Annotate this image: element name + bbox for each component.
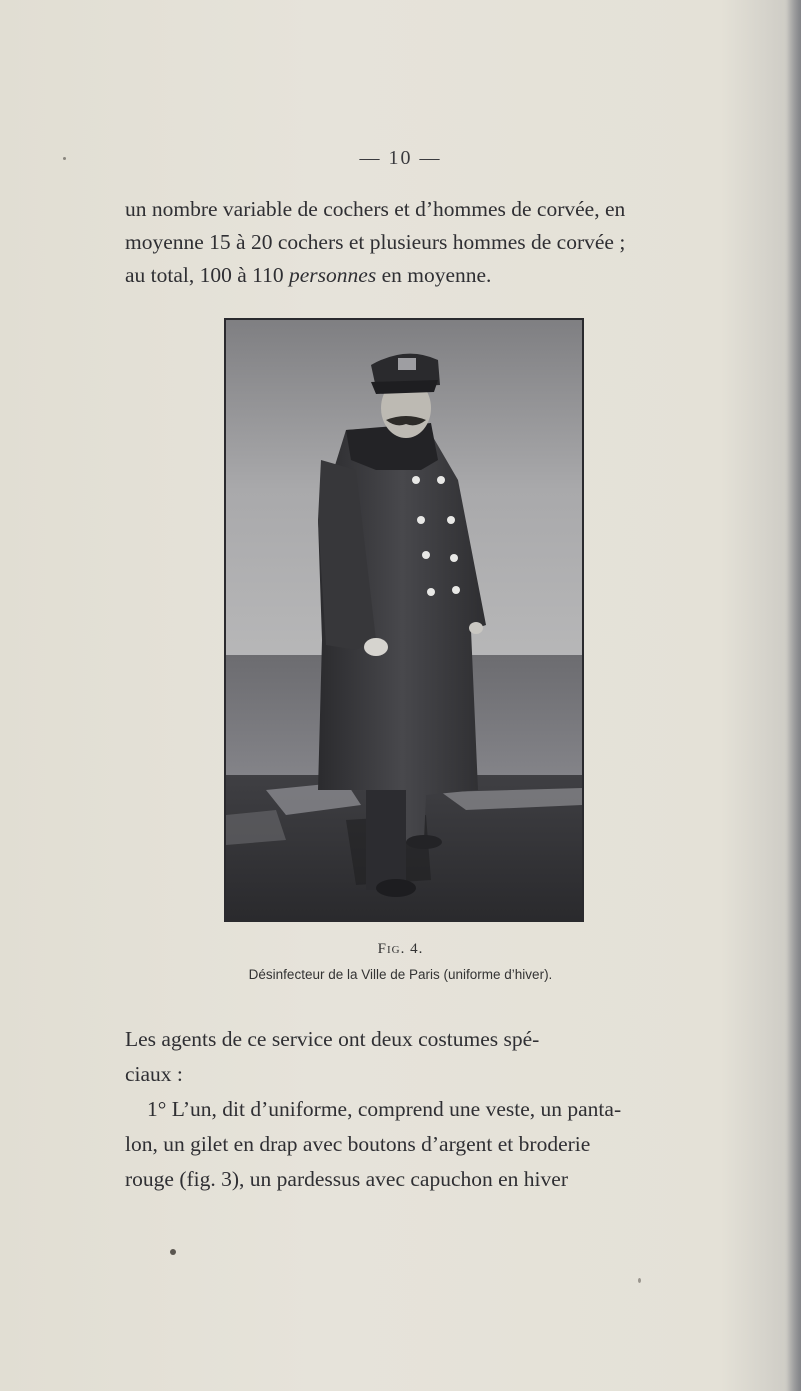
page-number: — 10 — [359,147,442,169]
figure-label: Fig. 4. [377,941,424,957]
text-line: 1° L’un, dit d’uniforme, comprend une veste, un panta- [147,1097,622,1121]
ink-spot [638,1278,641,1283]
italic-word: personnes [289,263,377,287]
paragraph-bottom [125,1022,710,1197]
text-line: ciaux : [125,1062,183,1086]
ink-spot [170,1249,176,1255]
uniformed-man-photo [226,320,582,920]
text-line: moyenne 15 à 20 cochers et plusieurs hommes de corvée ; [125,230,626,254]
text-line: un nombre variable de cochers et d’hommes de corvée, en [125,197,626,221]
figure-photograph [224,318,584,922]
text-line: Les agents de ce service ont deux costumes spé- [125,1027,540,1051]
page-edge-shadow [787,0,801,1391]
ink-spot [63,157,66,160]
figure-caption: Désinfecteur de la Ville de Paris (uniforme d’hiver). [248,967,553,982]
paragraph-top [125,193,720,292]
text-line: au total, 100 à 110 personnes en moyenne. [125,263,492,287]
text-line: rouge (fig. 3), un pardessus avec capuchon en hiver [125,1167,568,1191]
text-line: lon, un gilet en drap avec boutons d’argent et broderie [125,1132,591,1156]
